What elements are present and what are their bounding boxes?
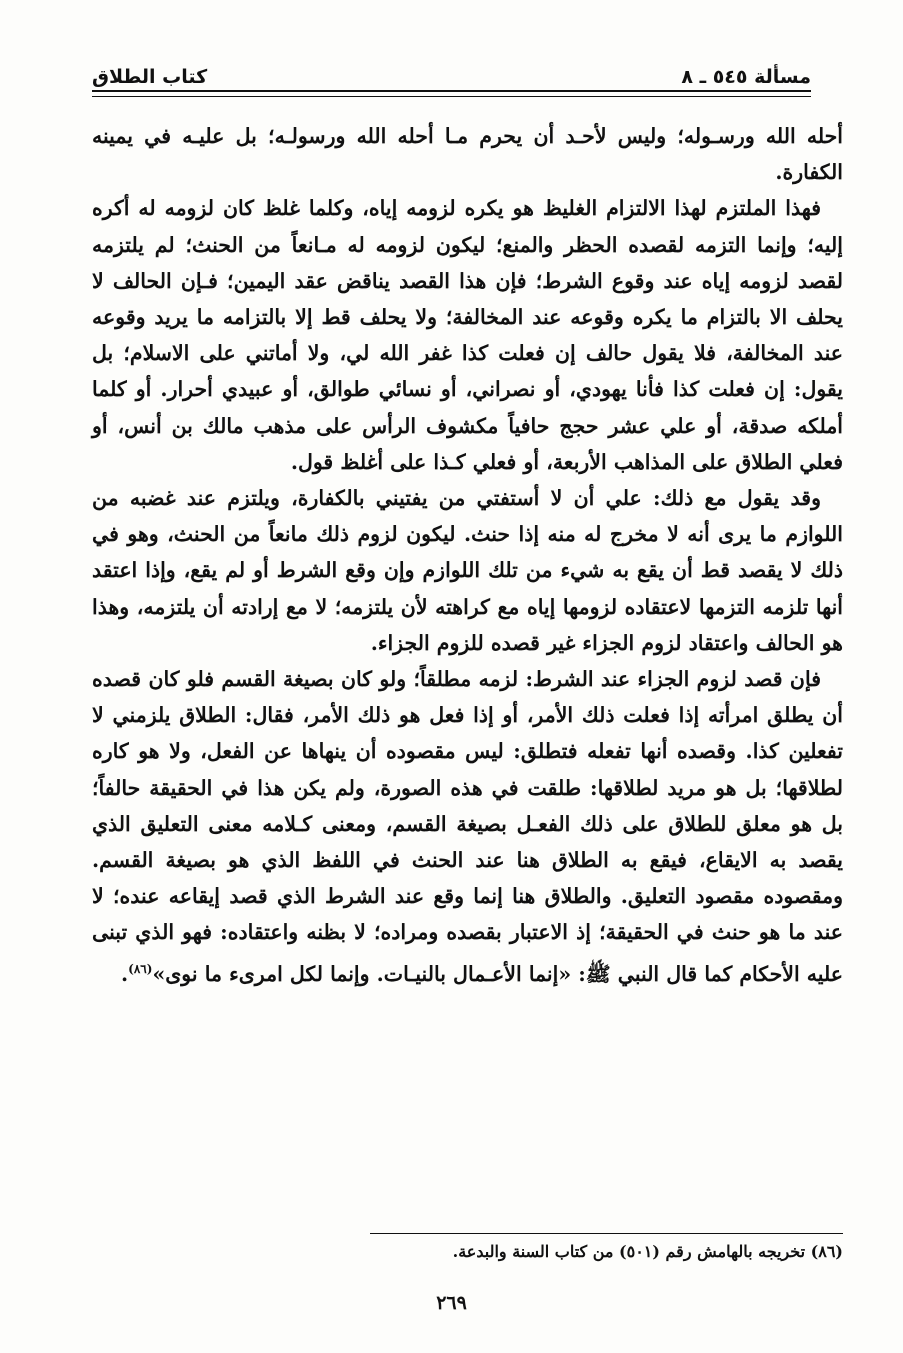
footnote-reference: (٨٦) xyxy=(128,961,153,976)
header-issue-number: مسألة ٥٤٥ ـ ٨ xyxy=(681,66,811,88)
header-rule-thick xyxy=(92,90,811,92)
footnote-rule xyxy=(370,1233,843,1234)
header-rule-thin xyxy=(92,96,811,97)
paragraph-3: وقد يقول مع ذلك: علي أن لا أستفتي من يفتيني بالكفارة، ويلتزم عند غضبه من اللوازم ما يرى أنه لا مخرج له منه إذا حنث. ليكون لزوم ذلك مانعاً من الحنث، وهو في ذلك لا يقصد قط أن يقع به شيء من تلك اللوازم وإن وقع الشرط أو لم يقع، وإذا اعتقد أنها تلزمه التزمها لاعتقاده لزومها إياه مع كراهته لأن يلتزمه؛ لا مع إرادته أن يلتزمه، وهذا هو الحالف واعتقاد لزوم الجزاء غير قصده للزوم الجزاء. xyxy=(92,486,843,655)
paragraph-4-end: . xyxy=(121,961,129,986)
paragraph-4-text: فإن قصد لزوم الجزاء عند الشرط: لزمه مطلقاً؛ ولو كان بصيغة القسم فلو كان قصده أن يطلق امرأته إذا فعلت ذلك الأمر، أو إذا فعل هو ذلك الأمر، فقال: الطلاق يلزمني لا تفعلين كذا. وقصده أنها تفعله فتطلق: ليس مقصوده أن ينهاها عن الفعل، ولا هو كاره لطلاقها؛ بل هو مريد لطلاقها: طلقت في هذه الصورة، ولم يكن هذا في الحقيقة حالفاً؛ بل هو معلق للطلاق على ذلك الفعـل بصيغة القسم، ومعنى كـلامه معنى التعليق الذي يقصد به الايقاع، فيقع به الطلاق هنا عند الحنث في اللفظ الذي هو بصيغة القسم. ومقصوده مقصود التعليق. والطلاق هنا إنما وقع عند الشرط الذي قصد إيقاعه عنده؛ لا عند ما هو حنث في الحقيقة؛ إذ الاعتبار بقصده ومراده؛ لا بظنه واعتقاده: فهو الذي تبنى عليه الأحكام كما قال النبي ﷺ: «إنما الأعـمال بالنيـات. وإنما لكل امرىء ما نوى» xyxy=(92,667,843,986)
paragraph-2: فهذا الملتزم لهذا الالتزام الغليظ هو يكره لزومه إياه، وكلما غلظ كان لزومه له أكره إليه؛ وإنما التزمه لقصده الحظر والمنع؛ ليكون لزومه له مـانعاً من الحنث؛ لم يلتزمه لقصد لزومه إياه عند وقوع الشرط؛ فإن هذا القصد يناقض عقد اليمين؛ فـإن الحالف لا يحلف الا بالتزام ما يكره وقوعه عند المخالفة؛ ولا يحلف قط إلا بالتزامه ما يريد وقوعه عند المخالفة، فلا يقول حالف إن فعلت كذا غفر الله لي، ولا أماتني على الاسلام؛ بل يقول: إن فعلت كذا فأنا يهودي، أو نصراني، أو نسائي طوالق، أو عبيدي أحرار. أو كلما أملكه صدقة، أو علي عشر حجج حافياً مكشوف الرأس على مذهب مالك بن أنس، أو فعلي الطلاق على المذاهب الأربعة، أو فعلي كـذا على أغلظ قول. xyxy=(92,196,843,474)
paragraph-4 xyxy=(92,661,843,992)
header-book-title: كتاب الطلاق xyxy=(92,66,208,88)
main-text xyxy=(92,118,843,992)
paragraph-1: أحله الله ورسـوله؛ وليس لأحـد أن يحرم مـا أحله الله ورسولـه؛ بل عليـه في يمينه الكفارة. xyxy=(92,124,843,185)
page-number: ٢٦٩ xyxy=(436,1292,467,1314)
running-header xyxy=(92,52,811,88)
footnote: (٨٦) تخريجه بالهامش رقم (٥٠١) من كتاب السنة والبدعة. xyxy=(452,1242,843,1261)
